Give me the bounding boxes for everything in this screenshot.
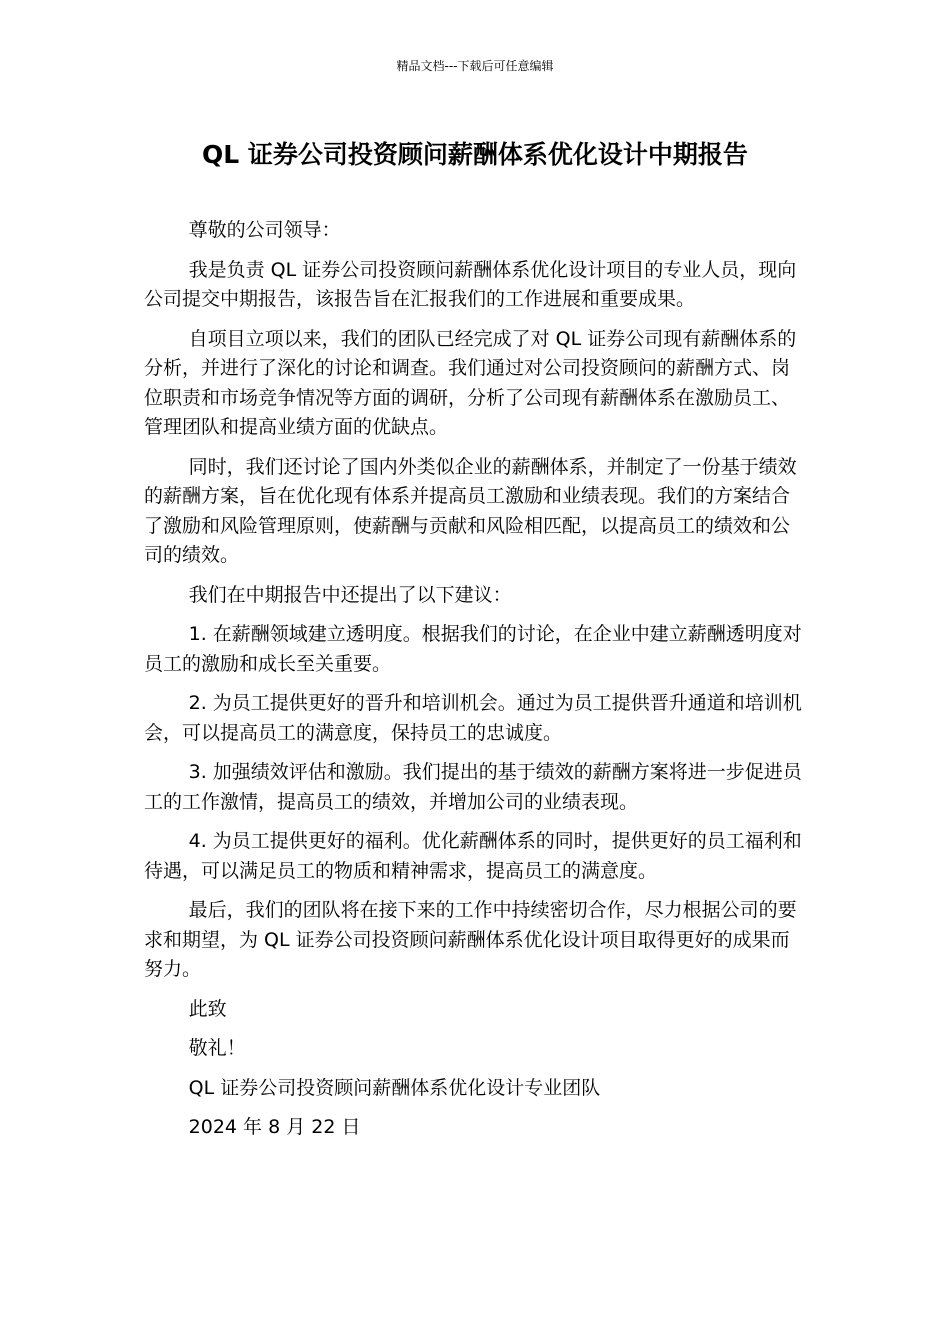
- closing-line-1: 此致: [188, 997, 227, 1020]
- paragraph-conclusion: 最后，我们的团队将在接下来的工作中持续密切合作，尽力根据公司的要求和期望，为 QL 证券公司投资顾问薪酬体系优化设计项目取得更好的成果而努力。: [144, 899, 797, 980]
- suggestion-item-1: 1. 在薪酬领域建立透明度。根据我们的讨论，在企业中建立薪酬透明度对员工的激励和成长至关重要。: [144, 623, 802, 675]
- document-body: [144, 216, 808, 1153]
- suggestion-item-2: 2. 为员工提供更好的晋升和培训机会。通过为员工提供晋升通道和培训机会，可以提高员工的满意度，保持员工的忠诚度。: [144, 692, 802, 744]
- header-note: 精品文档---下载后可任意编辑: [396, 59, 554, 73]
- salutation: 尊敬的公司领导：: [188, 219, 341, 241]
- paragraph-suggestions-intro: 我们在中期报告中还提出了以下建议：: [188, 583, 512, 606]
- paragraph-intro: 我是负责 QL 证券公司投资顾问薪酬体系优化设计项目的专业人员，现向公司提交中期报告，该报告旨在汇报我们的工作进展和重要成果。: [144, 258, 797, 310]
- paragraph-progress: 自项目立项以来，我们的团队已经完成了对 QL 证券公司现有薪酬体系的分析，并进行了深化的讨论和调查。我们通过对公司投资顾问的薪酬方式、岗位职责和市场竞争情况等方面的调研，分析了公司现有薪酬体系在激励员工、管理团队和提高业绩方面的优缺点。: [144, 327, 797, 438]
- document-title: QL 证券公司投资顾问薪酬体系优化设计中期报告: [202, 140, 748, 169]
- closing-line-2: 敬礼！: [188, 1037, 246, 1059]
- paragraph-plan: 同时，我们还讨论了国内外类似企业的薪酬体系，并制定了一份基于绩效的薪酬方案，旨在优化现有体系并提高员工激励和业绩表现。我们的方案结合了激励和风险管理原则，使薪酬与贡献和风险相匹配，以提高员工的绩效和公司的绩效。: [144, 455, 797, 566]
- suggestion-item-4: 4. 为员工提供更好的福利。优化薪酬体系的同时，提供更好的员工福利和待遇，可以满足员工的物质和精神需求，提高员工的满意度。: [144, 830, 802, 882]
- document-date: 2024 年 8 月 22 日: [188, 1116, 361, 1138]
- signature: QL 证券公司投资顾问薪酬体系优化设计专业团队: [188, 1076, 601, 1099]
- suggestion-item-3: 3. 加强绩效评估和激励。我们提出的基于绩效的薪酬方案将进一步促进员工的工作激情，提高员工的绩效，并增加公司的业绩表现。: [144, 761, 802, 813]
